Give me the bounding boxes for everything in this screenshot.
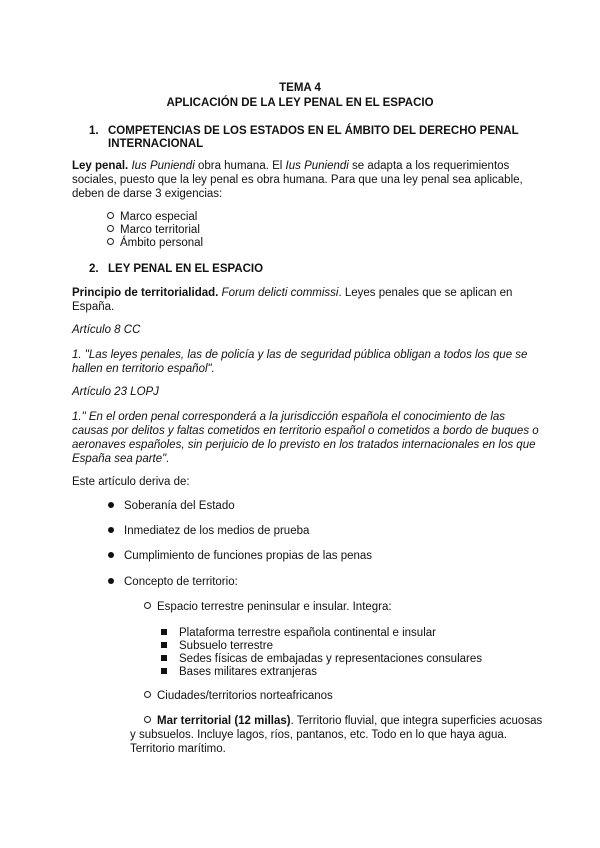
list-item: Concepto de territorio: (108, 575, 238, 589)
sub-list-item: Espacio terrestre peninsular e insular. Integra: (144, 600, 392, 614)
section1-paragraph-line3: deben de darse 3 exigencias: (72, 188, 223, 200)
article2-title: Artículo 23 LOPJ (72, 386, 159, 398)
list-item: Cumplimiento de funciones propias de las penas (108, 549, 372, 563)
circle-bullet-icon (144, 602, 151, 609)
section1-heading-line2: INTERNACIONAL (108, 138, 204, 150)
article1-line1: 1. "Las leyes penales, las de policía y las de seguridad pública obligan a todos los que se (72, 349, 528, 361)
article2-line3: aeronaves españoles, sin perjuicio de lo previsto en los tratados internacionales en los que (72, 439, 536, 451)
square-list-item: Sedes físicas de embajadas y representaciones consulares (161, 652, 482, 666)
p1-text2: se adapta a los requerimientos (348, 160, 510, 172)
derive-text: Este artículo deriva de: (72, 476, 190, 488)
circle-bullet-icon (107, 225, 114, 232)
article2-line2: causas por delitos y faltas cometidos en territorio español o cometidos a bordo de buques o (72, 425, 539, 437)
article2-line1: 1." En el orden penal corresponderá a la jurisdicción española el conocimiento de las (72, 411, 506, 423)
circle-bullet-icon (107, 212, 114, 219)
sub-item3-line2: y subsuelos. Incluye lagos, ríos, pantanos, etc. Todo en lo que haya agua. (130, 729, 507, 741)
ius-puniendi-1: Ius Puniendi (131, 160, 195, 172)
sub-list-item: Ciudades/territorios norteafricanos (144, 689, 333, 703)
section2-number: 2. (89, 263, 99, 275)
ley-penal-label: Ley penal. (72, 160, 129, 172)
list-item: Marco territorial (107, 223, 200, 237)
p1-text1: obra humana. El (194, 160, 286, 172)
bullet-icon (108, 552, 114, 558)
circle-bullet-icon (144, 691, 151, 698)
sub-list-item: Mar territorial (12 millas). Territorio fluvial, que integra superficies acuosas (144, 714, 542, 728)
tema-number: TEMA 4 (279, 82, 321, 94)
list-item: Soberanía del Estado (108, 499, 235, 513)
list-item: Inmediatez de los medios de prueba (108, 524, 309, 538)
section1-paragraph-line2: sociales, puesto que la ley penal es obra humana. Para que una ley penal sea aplicable, (72, 174, 523, 186)
section2-heading: LEY PENAL EN EL ESPACIO (108, 263, 264, 275)
square-bullet-icon (161, 642, 167, 648)
square-list-item: Bases militares extranjeras (161, 665, 317, 679)
section1-number: 1. (89, 125, 99, 137)
territorialidad-line1: Principio de territorialidad. Forum delicti commissi. Leyes penales que se aplican en (72, 287, 513, 299)
article1-title: Artículo 8 CC (72, 324, 141, 336)
document-title: APLICACIÓN DE LA LEY PENAL EN EL ESPACIO (166, 97, 434, 109)
territorialidad-line2: España. (72, 301, 115, 313)
section1-heading-line1: COMPETENCIAS DE LOS ESTADOS EN EL ÁMBITO DEL DERECHO PENAL (108, 125, 519, 137)
circle-bullet-icon (107, 238, 114, 245)
sub-item3-line3: Territorio marítimo. (130, 743, 226, 755)
article2-line4: España sea parte". (72, 453, 170, 465)
ius-puniendi-2: Ius Puniendi (285, 160, 349, 172)
list-item: Ámbito personal (107, 236, 203, 250)
section1-paragraph-line1 (72, 159, 509, 173)
square-bullet-icon (161, 629, 167, 635)
square-bullet-icon (161, 668, 167, 674)
bullet-icon (108, 502, 114, 508)
list-item: Marco especial (107, 210, 197, 224)
bullet-icon (108, 578, 114, 584)
circle-bullet-icon (144, 716, 151, 723)
square-bullet-icon (161, 655, 167, 661)
article1-line2: hallen en territorio español". (72, 363, 215, 375)
square-list-item: Subsuelo terrestre (161, 639, 273, 653)
square-list-item: Plataforma terrestre española continental e insular (161, 626, 436, 640)
bullet-icon (108, 527, 114, 533)
